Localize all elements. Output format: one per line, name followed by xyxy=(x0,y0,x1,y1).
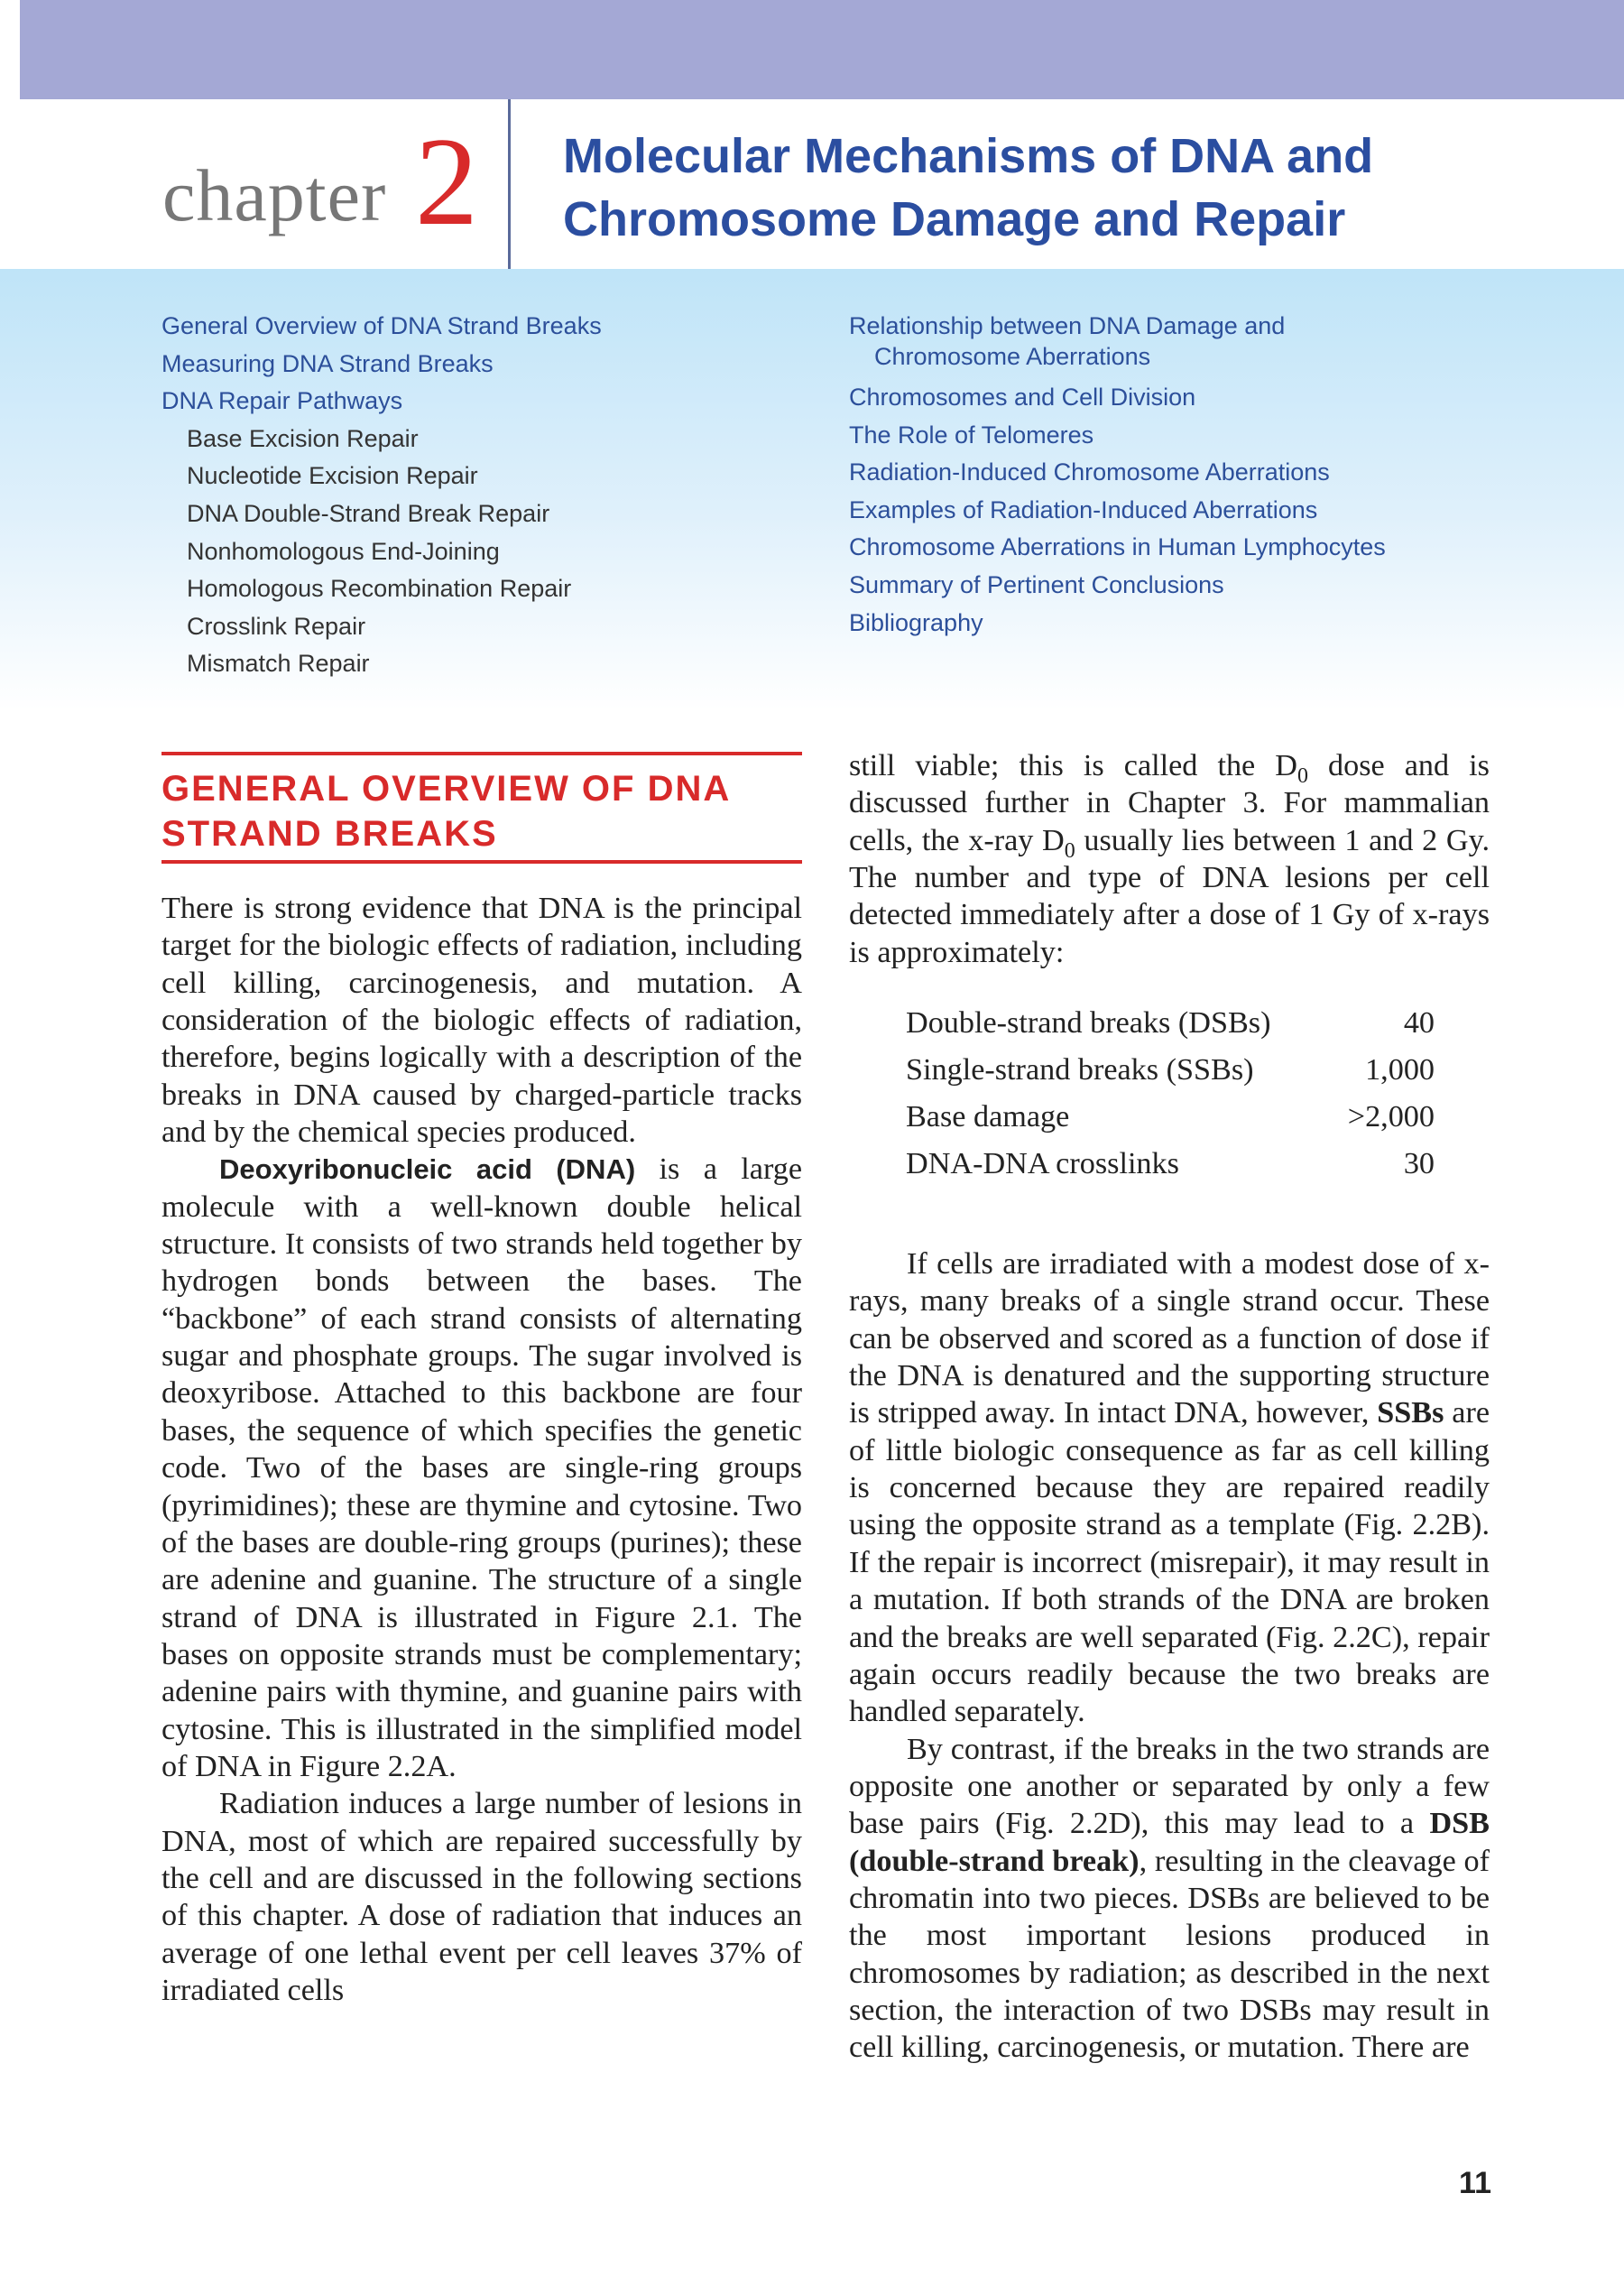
chapter-label: chapter xyxy=(162,154,387,236)
lesion-label: Single-strand breaks (SSBs) xyxy=(906,1053,1254,1087)
toc-subitem: Nonhomologous End-Joining xyxy=(187,537,500,565)
lesion-row xyxy=(906,1047,1435,1094)
section-heading-text xyxy=(161,755,802,860)
paragraph-text: are of little biologic consequence as far as cell killing is concerned because they are repaired readily using the opposite strand as a template (Fig. 2.2B). If the repair is incorrect (misrepair), it may result in a mutation. If both strands of the DNA are broken and the breaks are well separated (Fig. 2.2C), repair again occurs readily because the two breaks are handled separately. xyxy=(849,1396,1490,1729)
paragraph-text: , resulting in the cleavage of chromatin into two pieces. DSBs are believed to be the most important lesions produced in chromosomes by radiation; as described in the next section, the interaction of two DSBs may result in cell killing, carcinogenesis, or mutation. There are xyxy=(849,1844,1490,2065)
toc-item: The Role of Telomeres xyxy=(849,421,1094,449)
lesion-label: Base damage xyxy=(906,1100,1070,1134)
toc-subitem: Homologous Recombination Repair xyxy=(187,575,572,603)
lesion-row xyxy=(906,1094,1435,1141)
contents-list-left xyxy=(161,308,793,683)
toc-item: DNA Repair Pathways xyxy=(161,387,403,415)
key-term: Deoxyribonucleic acid (DNA) xyxy=(219,1153,636,1186)
lesion-value: 30 xyxy=(1403,1147,1435,1180)
toc-item: Chromosome Aberrations in Human Lymphocytes xyxy=(849,533,1386,561)
body-paragraph xyxy=(849,747,1490,971)
toc-item: Summary of Pertinent Conclusions xyxy=(849,570,1224,598)
body-paragraph: There is strong evidence that DNA is the principal target for the biologic effects of radiation, including cell killing, carcinogenesis, and mutation. A consideration of the biologic effects of radiation, therefore, begins logically with a description of the breaks in DNA caused by charged-particle tracks and by the chemical species produced. xyxy=(161,892,802,1150)
toc-subitem: DNA Double-Strand Break Repair xyxy=(187,499,550,527)
toc-item-continuation: Chromosome Aberrations xyxy=(874,343,1151,370)
lesion-row xyxy=(906,1000,1435,1047)
lesion-label: Double-strand breaks (DSBs) xyxy=(906,1006,1271,1040)
lesion-value: >2,000 xyxy=(1347,1100,1435,1134)
key-term: SSBs xyxy=(1377,1396,1444,1430)
section-heading-line-1: GENERAL OVERVIEW OF DNA xyxy=(161,769,732,809)
heading-rule-bottom xyxy=(161,860,802,864)
subscript: 0 xyxy=(1296,763,1308,788)
chapter-title-line-1: Molecular Mechanisms of DNA and xyxy=(563,129,1374,183)
top-color-band xyxy=(20,0,1624,99)
body-column-right xyxy=(849,747,1490,2067)
toc-subitem: Crosslink Repair xyxy=(187,612,366,640)
body-paragraph xyxy=(161,1151,802,1785)
toc-item: Chromosomes and Cell Division xyxy=(849,384,1196,411)
body-paragraph xyxy=(849,1731,1490,2067)
toc-item: Examples of Radiation-Induced Aberrations xyxy=(849,495,1318,523)
toc-subitem: Base Excision Repair xyxy=(187,424,419,452)
lesion-table xyxy=(906,1000,1435,1188)
lesion-value: 40 xyxy=(1403,1006,1435,1040)
section-heading-line-2: STRAND BREAKS xyxy=(161,814,498,854)
chapter-number: 2 xyxy=(415,112,478,252)
paragraph-text: still viable; this is called the D xyxy=(849,749,1297,782)
body-column-left xyxy=(161,890,802,2009)
paragraph-text: If cells are irradiated with a modest dose of x-rays, many breaks of a single strand occur. These can be observed and scored as a function of dose if the DNA is denatured and the supporting structure is stripped away. In intact DNA, however, xyxy=(849,1247,1490,1430)
toc-item: Bibliography xyxy=(849,608,983,636)
lesion-row xyxy=(906,1141,1435,1188)
key-term: DSB (double-strand break) xyxy=(849,1807,1490,1878)
toc-item: General Overview of DNA Strand Breaks xyxy=(161,312,602,339)
body-paragraph xyxy=(849,1245,1490,1730)
toc-subitem: Mismatch Repair xyxy=(187,650,370,678)
paragraph-text: By contrast, if the breaks in the two strands are opposite one another or separated by only a few base pairs (Fig. 2.2D), this may lead to a xyxy=(849,1732,1490,1841)
paragraph-text: usually lies between 1 and 2 Gy. The number and type of DNA lesions per cell detected immediately after a dose of 1 Gy of x-rays is approximately: xyxy=(849,823,1490,969)
page-number: 11 xyxy=(1459,2166,1491,2200)
toc-item: Relationship between DNA Damage and xyxy=(849,312,1286,339)
lesion-value: 1,000 xyxy=(1365,1053,1435,1087)
toc-item: Measuring DNA Strand Breaks xyxy=(161,349,494,377)
subscript: 0 xyxy=(1064,838,1075,863)
header-divider xyxy=(508,99,511,269)
paragraph-text: dose and is discussed further in Chapter 3. For mammalian cells, the x-ray D xyxy=(849,749,1490,857)
paragraph-text: is a large molecule with a well-known double helical structure. It consists of two strands held together by hydrogen bonds between the bases. The “backbone” of each strand consists of alternating sugar and phosphate groups. The sugar involved is deoxyribose. Attached to this backbone are four bases, the sequence of which specifies the genetic code. Two of the bases are single-ring groups (pyrimidines); these are thymine and cytosine. Two of the bases are double-ring groups (purines); these are adenine and guanine. The structure of a single strand of DNA is illustrated in Figure 2.1. The bases on opposite strands must be complementary; adenine pairs with thymine, and guanine pairs with cytosine. This is illustrated in the simplified model of DNA in Figure 2.2A. xyxy=(161,1152,802,1783)
body-paragraph: Radiation induces a large number of lesions in DNA, most of which are repaired successfully by the cell and are discussed in the following sections of this chapter. A dose of radiation that induces an average of one lethal event per cell leaves 37% of irradiated cells xyxy=(161,1787,802,2007)
chapter-title-line-2: Chromosome Damage and Repair xyxy=(563,192,1346,246)
toc-subitem: Nucleotide Excision Repair xyxy=(187,462,478,490)
lesion-label: DNA-DNA crosslinks xyxy=(906,1147,1179,1180)
section-heading xyxy=(161,752,802,864)
contents-list-right xyxy=(849,308,1589,642)
toc-item: Radiation-Induced Chromosome Aberrations xyxy=(849,458,1330,486)
chapter-title xyxy=(563,125,1510,251)
